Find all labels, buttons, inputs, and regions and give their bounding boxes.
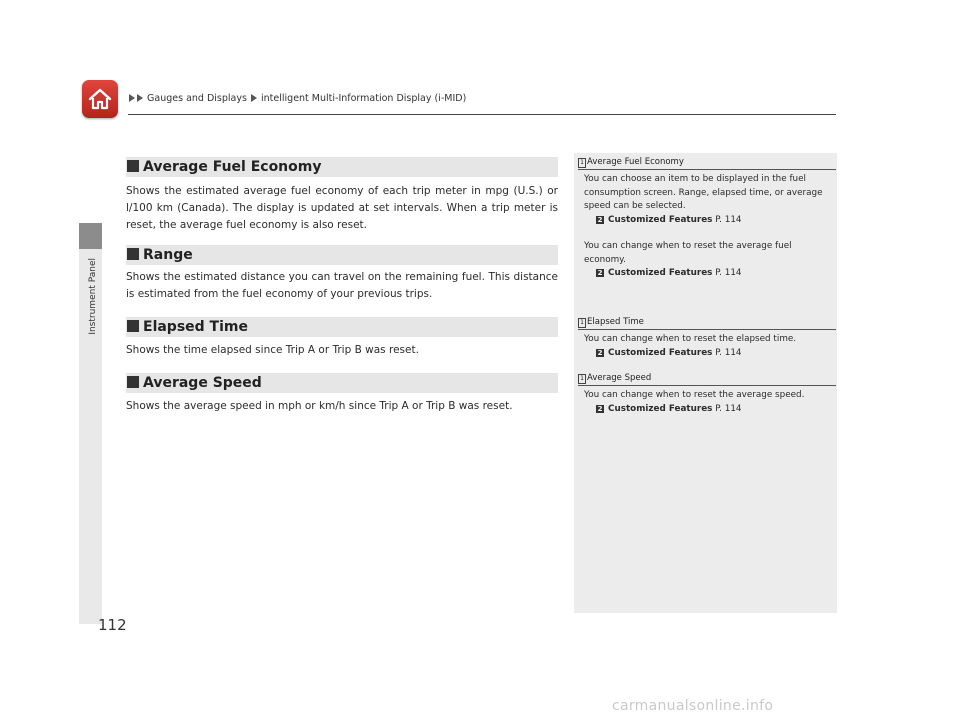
section-heading-label: Average Speed [143,375,262,391]
bullet-square-icon [127,160,139,172]
chapter-tab[interactable] [79,223,102,249]
section-heading-elapsed-time [126,317,558,337]
breadcrumb [128,93,466,104]
triangle-right-icon [137,94,143,102]
cross-reference-link[interactable]: Customized Features P. 114 [608,268,742,278]
section-heading-label: Range [143,247,193,263]
section-heading-label: Elapsed Time [143,319,248,335]
note-text: You can change when to reset the elapsed time. [584,334,797,344]
section-heading-average-fuel-economy [126,157,558,177]
note-heading-average-fuel-economy [578,157,836,170]
cross-reference[interactable] [584,347,828,361]
cross-reference-icon: 2 [597,269,603,277]
note-heading-label: Elapsed Time [587,317,644,327]
page-number: 112 [98,616,127,634]
section-body-average-fuel-economy: Shows the estimated average fuel economy of each trip meter in mpg (U.S.) or l/100 km (Canada). The display is updated at set intervals. When a trip meter is reset, the average fuel economy is also reset. [126,185,558,231]
triangle-right-icon [129,94,135,102]
cross-reference-icon: 2 [597,215,603,224]
cross-reference[interactable] [584,403,828,417]
cross-reference-link[interactable]: Customized Features P. 114 [608,214,742,225]
note-body-average-fuel-economy [584,173,828,281]
note-text: You can change when to reset the average speed. [584,390,805,400]
section-heading-average-speed [126,373,558,393]
home-icon [88,88,112,110]
cross-reference[interactable] [584,214,828,228]
cross-reference[interactable] [584,267,828,281]
section-body-elapsed-time: Shows the time elapsed since Trip A or Trip B was reset. [126,344,419,356]
breadcrumb-link-gauges[interactable]: Gauges and Displays [147,93,247,104]
note-text: You can change when to reset the average fuel economy. [584,241,792,265]
note-heading-average-speed [578,373,836,386]
cross-reference-link[interactable]: Customized Features P. 114 [608,403,742,414]
cross-reference-icon: 2 [597,348,603,357]
home-button[interactable] [82,80,118,118]
note-heading-elapsed-time [578,317,836,330]
watermark: carmanualsonline.info [612,698,774,714]
note-body-average-speed [584,389,828,416]
section-heading-label: Average Fuel Economy [143,159,322,175]
note-icon: 1 [578,158,586,168]
cross-reference-link[interactable]: Customized Features P. 114 [608,347,742,358]
bullet-square-icon [127,376,139,388]
section-body-average-speed: Shows the average speed in mph or km/h since Trip A or Trip B was reset. [126,400,513,412]
bullet-square-icon [127,320,139,332]
note-icon: 1 [578,318,586,328]
note-heading-label: Average Fuel Economy [587,157,684,167]
section-heading-range [126,245,558,265]
section-body-range: Shows the estimated distance you can travel on the remaining fuel. This distance is estimated from the fuel economy of your previous trips. [126,271,558,300]
chapter-label: Instrument Panel [88,258,98,335]
note-body-elapsed-time [584,333,828,360]
bullet-square-icon [127,248,139,260]
triangle-right-icon [251,94,257,102]
breadcrumb-link-imid[interactable]: intelligent Multi-Information Display (i-MID) [261,93,467,104]
cross-reference-icon: 2 [597,404,603,413]
note-icon: 1 [578,374,586,384]
note-heading-label: Average Speed [587,373,652,383]
note-text: You can choose an item to be displayed in the fuel consumption screen. Range, elapsed time, or average speed can be selected. [584,174,823,211]
header-divider [128,114,836,115]
